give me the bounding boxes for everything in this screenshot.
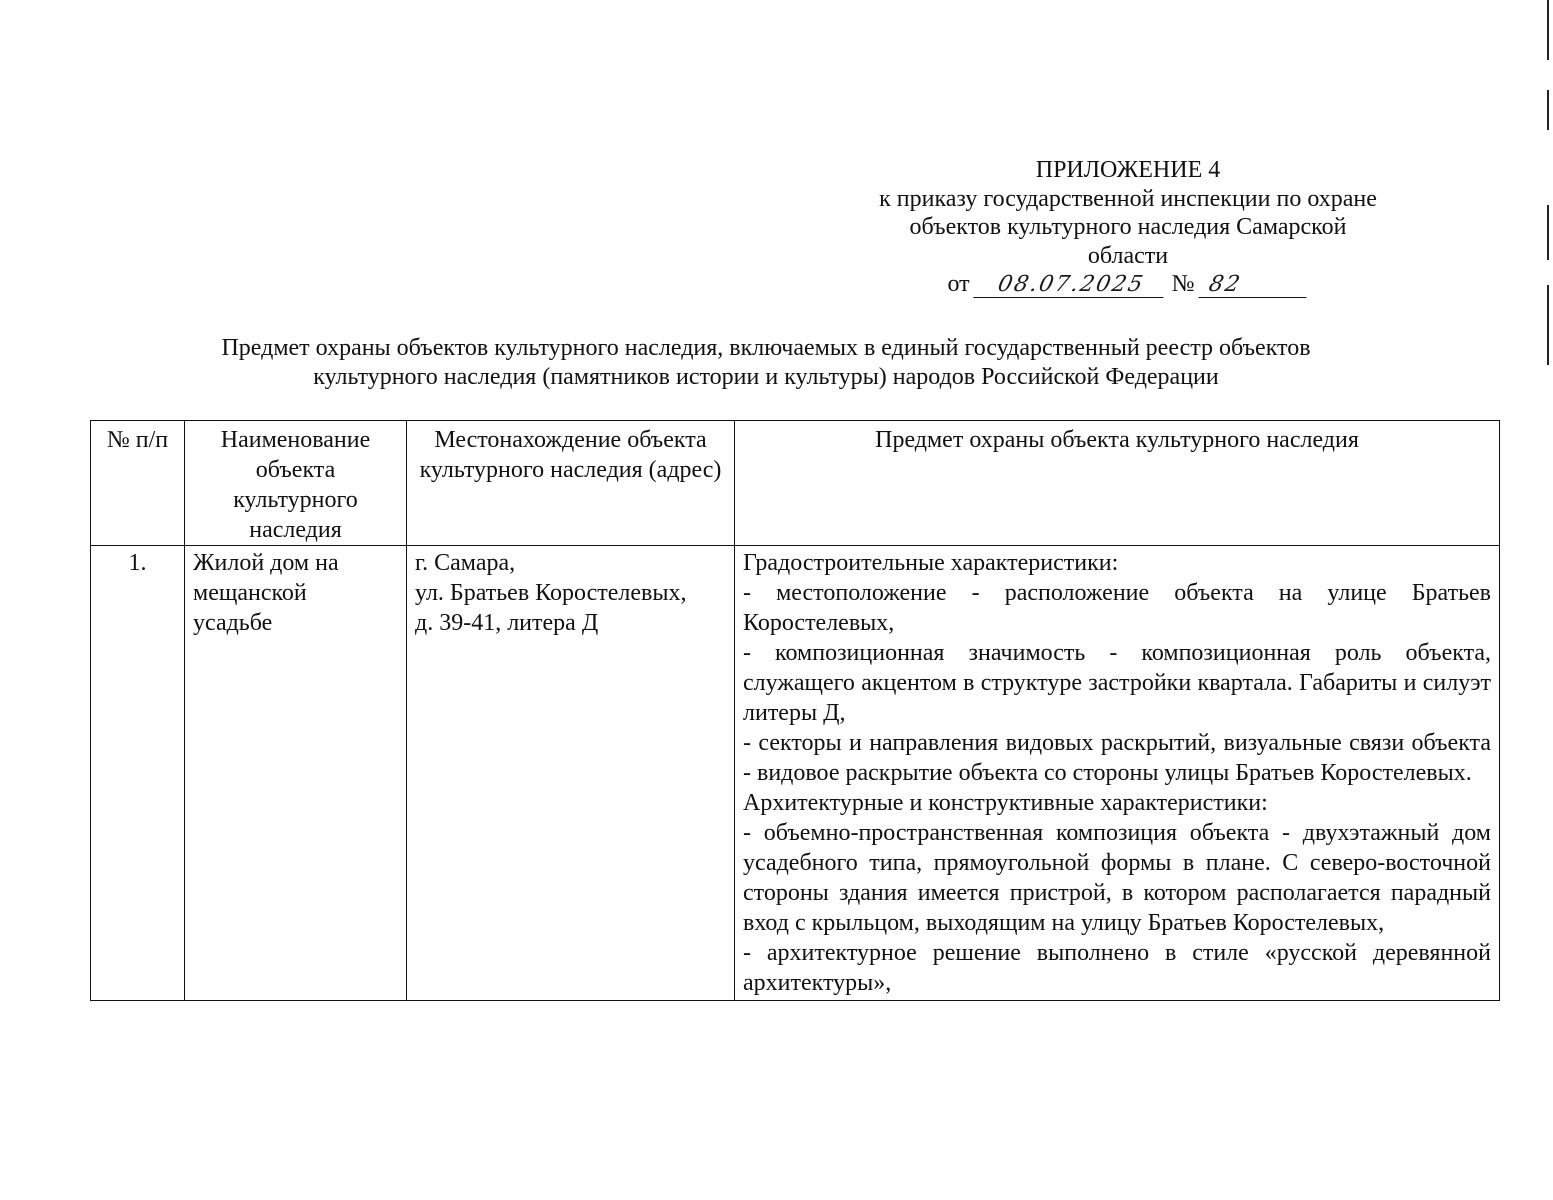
appendix-title: ПРИЛОЖЕНИЕ 4 — [1035, 157, 1221, 183]
table-row — [91, 546, 1500, 1001]
header-subject: Предмет охраны объекта культурного наследия — [735, 421, 1500, 546]
document-title-line-1: Предмет охраны объектов культурного наследия, включаемых в единый государственный реестр объектов — [221, 335, 1311, 361]
document-title — [90, 334, 1442, 392]
header-name: Наименование объекта культурного наследия — [185, 421, 407, 546]
appendix-line-2: объектов культурного наследия Самарской — [909, 214, 1347, 240]
handwritten-number: 82 — [1198, 273, 1311, 298]
header-num: № п/п — [91, 421, 185, 546]
appendix-line-3: области — [1087, 242, 1169, 269]
row-subject — [735, 546, 1500, 1001]
subject-paragraph: - архитектурное решение выполнено в стиле «русской деревянной архитектуры», — [743, 940, 1491, 996]
heritage-table — [90, 420, 1500, 1001]
number-sign: № — [1171, 271, 1195, 297]
appendix-line-1: к приказу государственной инспекции по охране — [879, 185, 1377, 212]
address-line: д. 39-41, литера Д — [415, 610, 599, 636]
scan-edge — [1547, 0, 1549, 1200]
subject-paragraph: Архитектурные и конструктивные характеристики: — [743, 790, 1268, 816]
row-name — [185, 546, 407, 1001]
subject-paragraph: - композиционная значимость - композиционная роль объекта, служащего акцентом в структуре застройки квартала. Габариты и силуэт литеры Д, — [743, 640, 1491, 726]
handwritten-date: 08.07.2025 — [973, 273, 1168, 298]
table-header-row — [91, 421, 1500, 546]
date-prefix: от — [947, 271, 970, 297]
row-num: 1. — [91, 546, 185, 1001]
subject-paragraph: - местоположение - расположение объекта на улице Братьев Коростелевых, — [743, 580, 1491, 636]
order-date-line — [842, 270, 1414, 299]
subject-paragraph: Градостроительные характеристики: — [743, 550, 1119, 576]
address-line: г. Самара, — [415, 550, 516, 576]
document-title-line-2: культурного наследия (памятников истории и культуры) народов Российской Федерации — [313, 364, 1219, 390]
address-line: ул. Братьев Коростелевых, — [415, 580, 687, 606]
header-address: Местонахождение объекта культурного наследия (адрес) — [407, 421, 735, 546]
row-name-text: Жилой дом на мещанской усадьбе — [193, 550, 339, 636]
appendix-header — [842, 156, 1414, 299]
subject-paragraph: - объемно-пространственная композиция объекта - двухэтажный дом усадебного типа, прямоугольной формы в плане. С северо-восточной стороны здания имеется пристрой, в котором располагается парадный вход с крыльцом, выходящим на улицу Братьев Коростелевых, — [743, 820, 1491, 936]
row-address — [407, 546, 735, 1001]
subject-paragraph: - секторы и направления видовых раскрытий, визуальные связи объекта - видовое раскрытие объекта со стороны улицы Братьев Коростелевых. — [743, 730, 1491, 786]
